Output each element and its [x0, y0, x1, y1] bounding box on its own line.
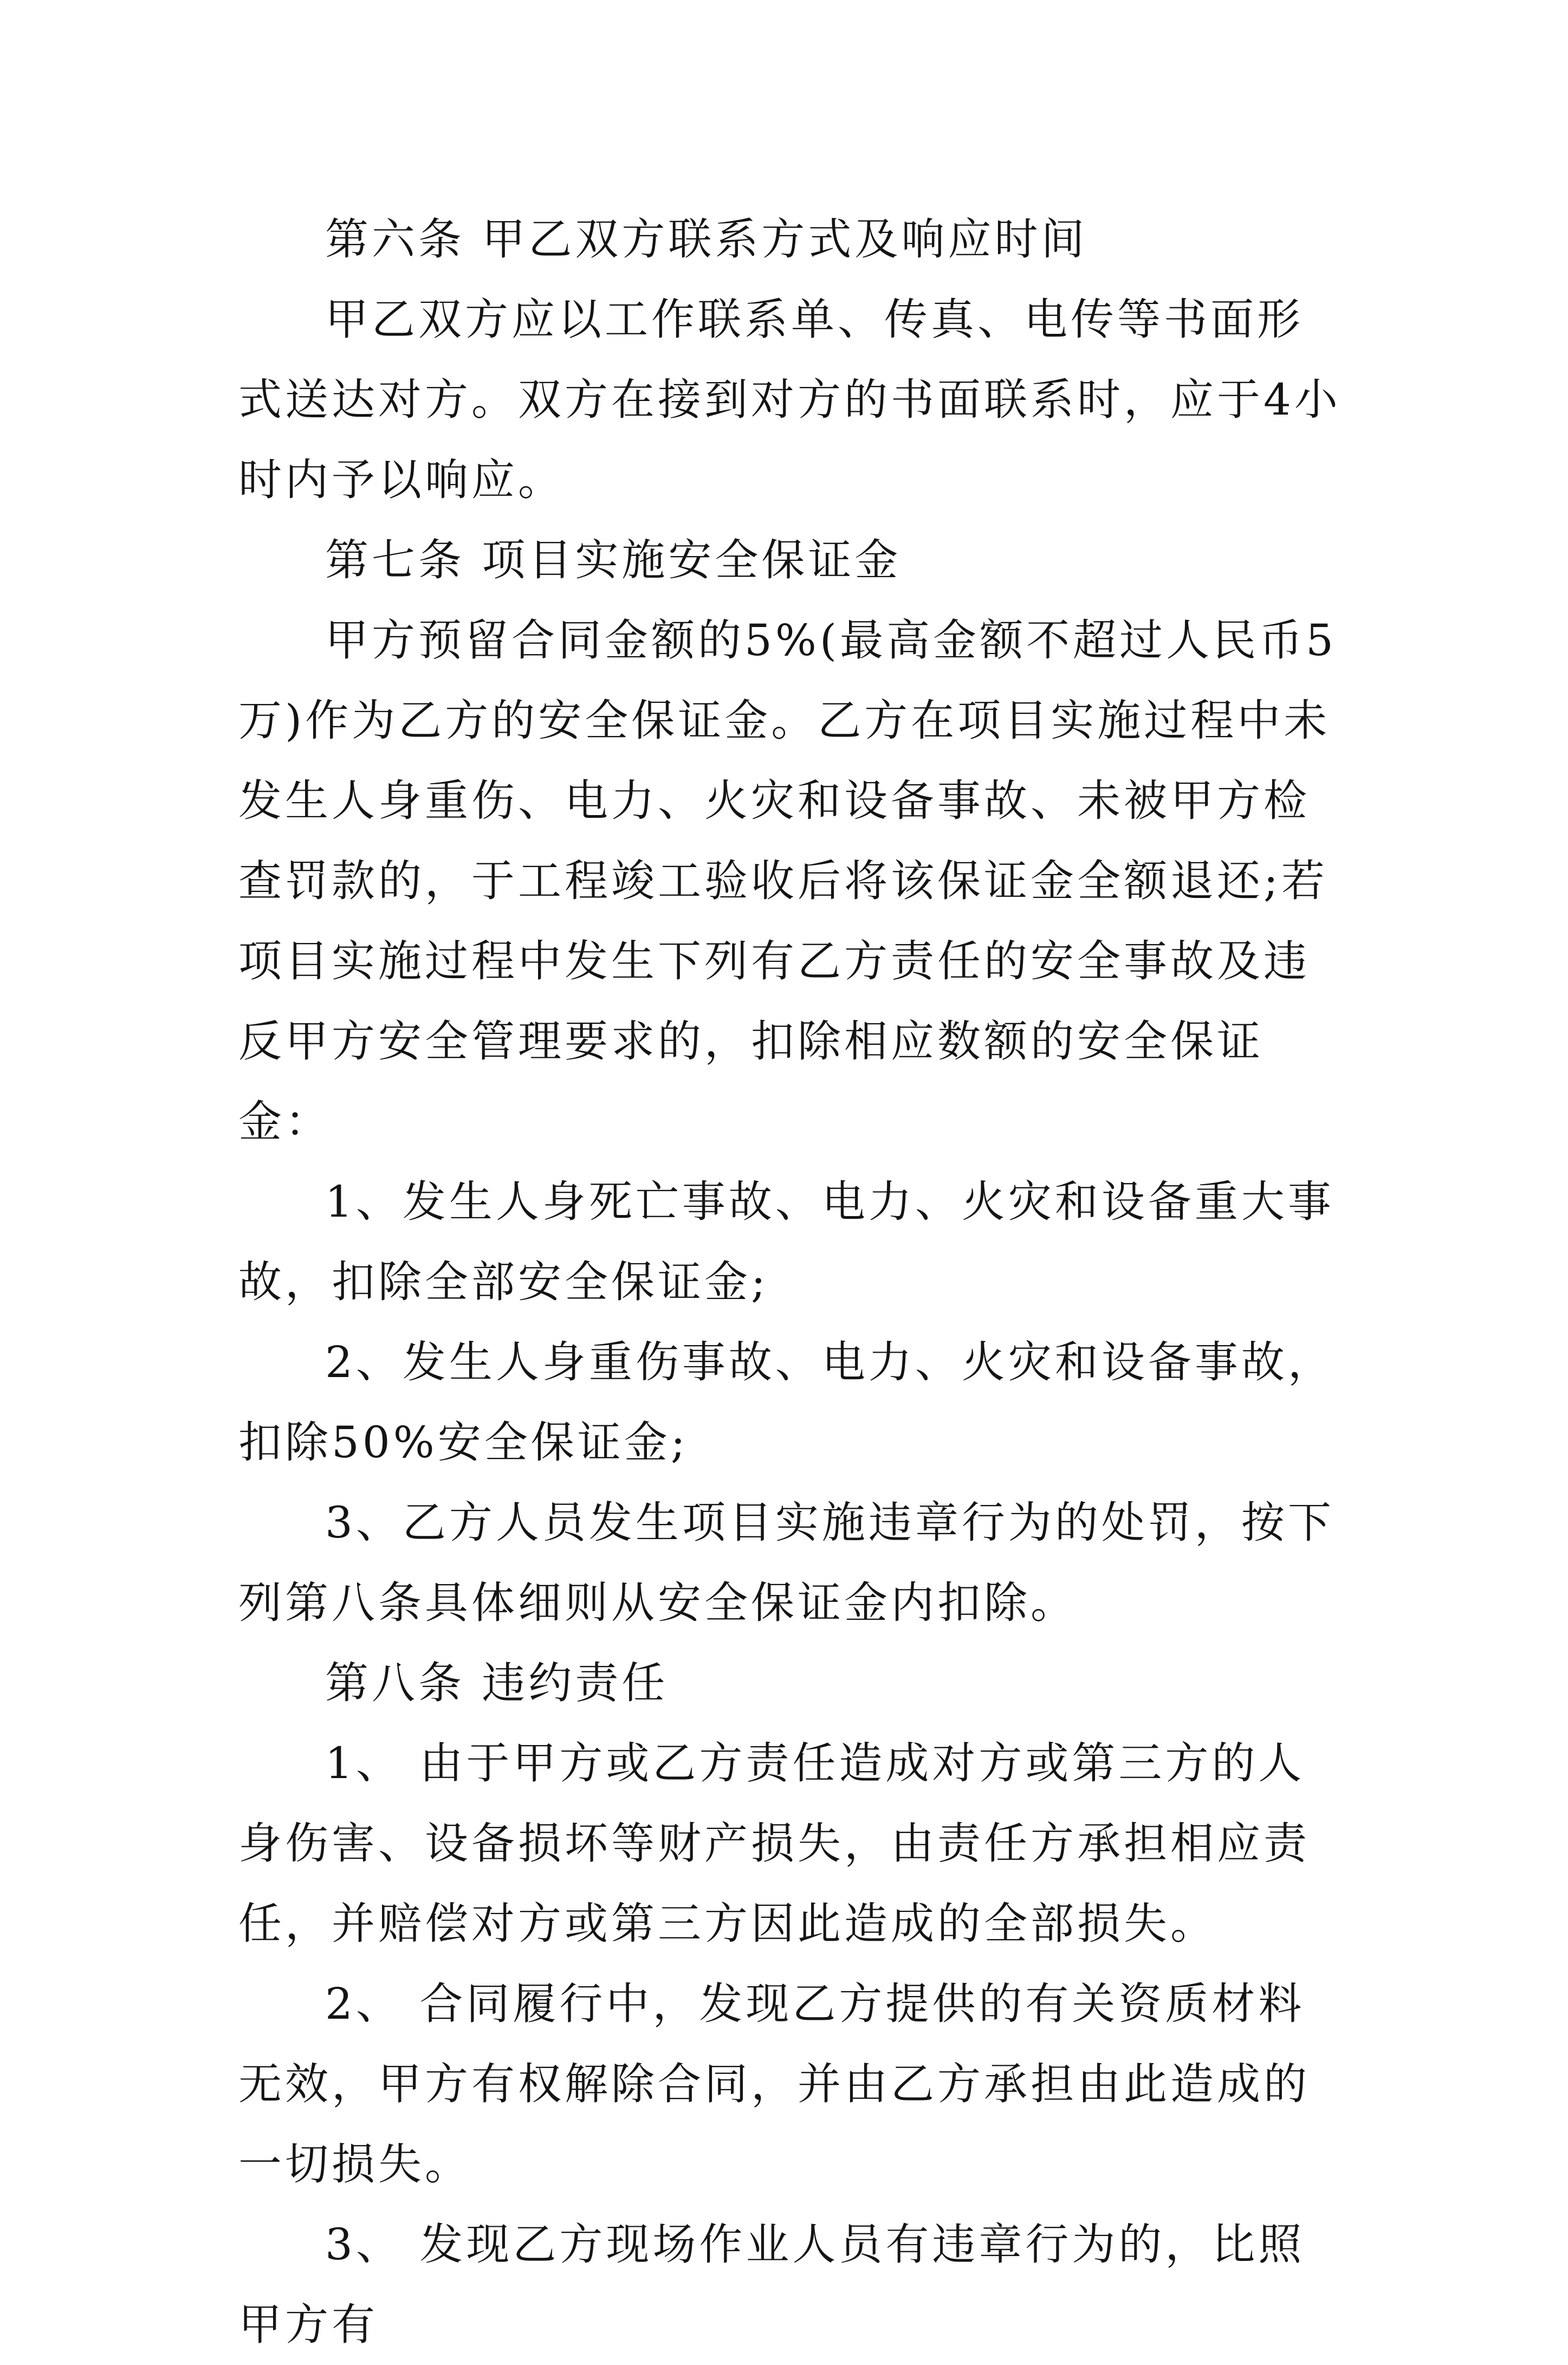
article-7-text: 甲方预留合同金额的5%(最高金额不超过人民币5万)作为乙方的安全保证金。乙方在项目实施过程中未发生人身重伤、电力、火灾和设备事故、未被甲方检查罚款的，于工程竣工验收后将该保证金全额退还;若项目实施过程中发生下列有乙方责任的安全事故及违反甲方安全管理要求的，扣除相应数额的安全保证金： [238, 615, 1337, 1147]
article-8-item-2: 2、 合同履行中，发现乙方提供的有关资质材料无效，甲方有权解除合同，并由乙方承担由此造成的一切损失。 [238, 1979, 1310, 2189]
article-8-item-1: 1、 由于甲方或乙方责任造成对方或第三方的人身伤害、设备损坏等财产损失，由责任方承担相应责任，并赔偿对方或第三方因此造成的全部损失。 [238, 1738, 1310, 1949]
article-6-heading: 第六条 甲乙双方联系方式及响应时间 [325, 214, 1088, 264]
article-7-item-3: 3、乙方人员发生项目实施违章行为的处罚，按下列第八条具体细则从安全保证金内扣除。 [238, 1497, 1334, 1628]
article-7-item-1: 1、发生人身死亡事故、电力、火灾和设备重大事故，扣除全部安全保证金; [238, 1177, 1334, 1307]
article-8-heading: 第八条 违约责任 [325, 1658, 669, 1708]
article-7-heading: 第七条 项目实施安全保证金 [325, 535, 902, 585]
article-6-text: 甲乙双方应以工作联系单、传真、电传等书面形式送达对方。双方在接到对方的书面联系时，应于4小时内予以响应。 [238, 294, 1341, 505]
document-body [238, 199, 1344, 2365]
article-8-item-3: 3、 发现乙方现场作业人员有违章行为的，比照甲方有 [238, 2219, 1305, 2350]
article-7-item-2: 2、发生人身重伤事故、电力、火灾和设备事故，扣除50%安全保证金; [238, 1337, 1334, 1468]
